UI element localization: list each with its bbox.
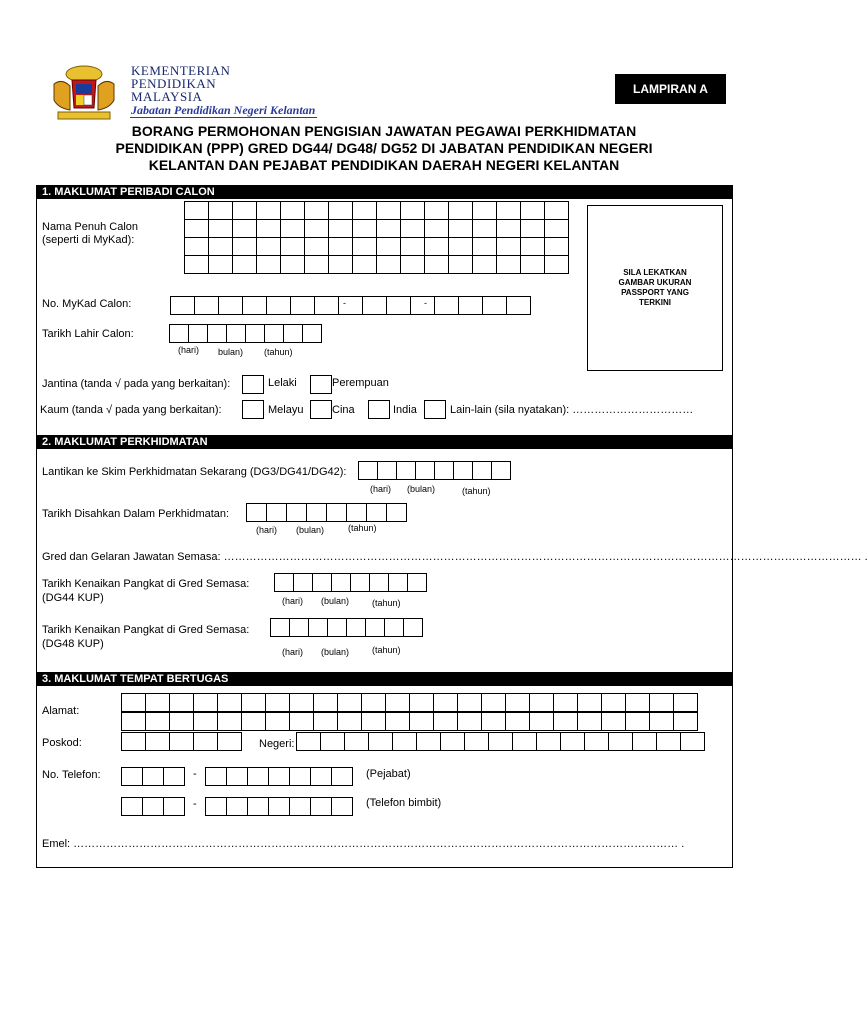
appointment-label: Lantikan ke Skim Perkhidmatan Sekarang (DG3/DG41/DG42): [42,466,347,478]
mobile-number-grid[interactable] [205,797,352,816]
ministry-line2: PENDIDIKAN [131,76,217,91]
mykad-label: No. MyKad Calon: [42,298,132,310]
race-indian-checkbox[interactable] [368,400,390,419]
gender-label: Jantina (tanda √ pada yang berkaitan): [42,378,231,390]
photo-instruction: SILA LEKATKAN GAMBAR UKURAN PASSPORT YANG TERKINI [618,268,692,307]
mykad-dash-2: - [424,298,427,308]
race-chinese-label: Cina [332,404,355,416]
photo-box[interactable] [587,205,723,371]
office-area-code-grid[interactable] [121,767,184,786]
grade-label: Gred dan Gelaran Jawatan Semasa: ………………………………………………………………………………………………………………………………………………………… . [42,551,868,563]
department-name: Jabatan Pendidikan Negeri Kelantan [131,103,316,117]
office-phone-dash: - [193,768,197,780]
ministry-line1: KEMENTERIAN [131,63,231,78]
confirmed-year-label: (tahun) [348,523,377,533]
promo48-date-grid[interactable] [270,618,422,637]
section3-heading: 3. MAKLUMAT TEMPAT BERTUGAS [37,672,732,686]
ministry-name [131,64,230,103]
gender-male-label: Lelaki [268,377,297,389]
confirmed-date-grid[interactable] [246,503,406,522]
dob-day-label: (hari) [178,345,200,355]
race-indian-label: India [393,404,417,416]
dob-label: Tarikh Lahir Calon: [42,328,134,340]
form-title-line2: PENDIDIKAN (PPP) GRED DG44/ DG48/ DG52 DI JABATAN PENDIDIKAN NEGERI [115,140,653,156]
race-malay-checkbox[interactable] [242,400,264,419]
coat-of-arms-logo [44,64,124,124]
confirmed-month-label: (bulan) [296,525,325,535]
ministry-line3: MALAYSIA [131,89,203,104]
confirmed-day-label: (hari) [256,525,278,535]
promo48-sublabel: (DG48 KUP) [42,638,104,650]
promo44-year-label: (tahun) [372,598,401,608]
promo48-year-label: (tahun) [372,645,401,655]
mobile-phone-dash: - [193,798,197,810]
dob-grid[interactable] [169,324,321,343]
attachment-badge [615,74,726,104]
promo48-day-label: (hari) [282,647,304,657]
promo48-label: Tarikh Kenaikan Pangkat di Gred Semasa: [42,624,250,636]
office-number-grid[interactable] [205,767,352,786]
confirmed-label: Tarikh Disahkan Dalam Perkhidmatan: [42,508,230,520]
state-grid[interactable] [296,732,704,751]
section1-heading: 1. MAKLUMAT PERIBADI CALON [37,185,732,199]
name-sublabel: (seperti di MyKad): [42,234,135,246]
mobile-phone-label: (Telefon bimbit) [366,797,442,809]
office-phone-label: (Pejabat) [366,768,411,780]
dob-month-label: bulan) [218,347,244,357]
gender-female-label: Perempuan [332,377,389,389]
postcode-grid[interactable] [121,732,241,751]
promo44-sublabel: (DG44 KUP) [42,592,104,604]
promo48-month-label: (bulan) [321,647,350,657]
appointment-year-label: (tahun) [462,486,491,496]
appointment-date-grid[interactable] [358,461,510,480]
name-label: Nama Penuh Calon [42,221,139,233]
phone-label: No. Telefon: [42,769,101,781]
race-label: Kaum (tanda √ pada yang berkaitan): [40,404,222,416]
postcode-label: Poskod: [42,737,82,749]
race-malay-label: Melayu [268,404,304,416]
promo44-day-label: (hari) [282,596,304,606]
mykad-dash-1: - [343,298,346,308]
mobile-prefix-grid[interactable] [121,797,184,816]
race-chinese-checkbox[interactable] [310,400,332,419]
dob-year-label: (tahun) [264,347,293,357]
race-other-label: Lain-lain (sila nyatakan): …………………………… [450,404,694,416]
state-label: Negeri: [259,738,295,750]
appointment-day-label: (hari) [370,484,392,494]
gender-female-checkbox[interactable] [310,375,332,394]
email-label: Emel: ………………………………………………………………………………………………………………………………………………… . [42,838,685,850]
appointment-month-label: (bulan) [407,484,436,494]
gender-male-checkbox[interactable] [242,375,264,394]
header-divider [130,117,317,118]
attachment-label: LAMPIRAN A [633,82,708,96]
section2-heading: 2. MAKLUMAT PERKHIDMATAN [37,435,732,449]
address-label: Alamat: [42,705,80,717]
race-other-checkbox[interactable] [424,400,446,419]
promo44-date-grid[interactable] [274,573,426,592]
promo44-label: Tarikh Kenaikan Pangkat di Gred Semasa: [42,578,250,590]
form-title-line1: BORANG PERMOHONAN PENGISIAN JAWATAN PEGAWAI PERKHIDMATAN [131,123,637,139]
mykad-grid[interactable] [170,296,530,315]
promo44-month-label: (bulan) [321,596,350,606]
form-title-line3: KELANTAN DAN PEJABAT PENDIDIKAN DAERAH NEGERI KELANTAN [148,157,620,173]
